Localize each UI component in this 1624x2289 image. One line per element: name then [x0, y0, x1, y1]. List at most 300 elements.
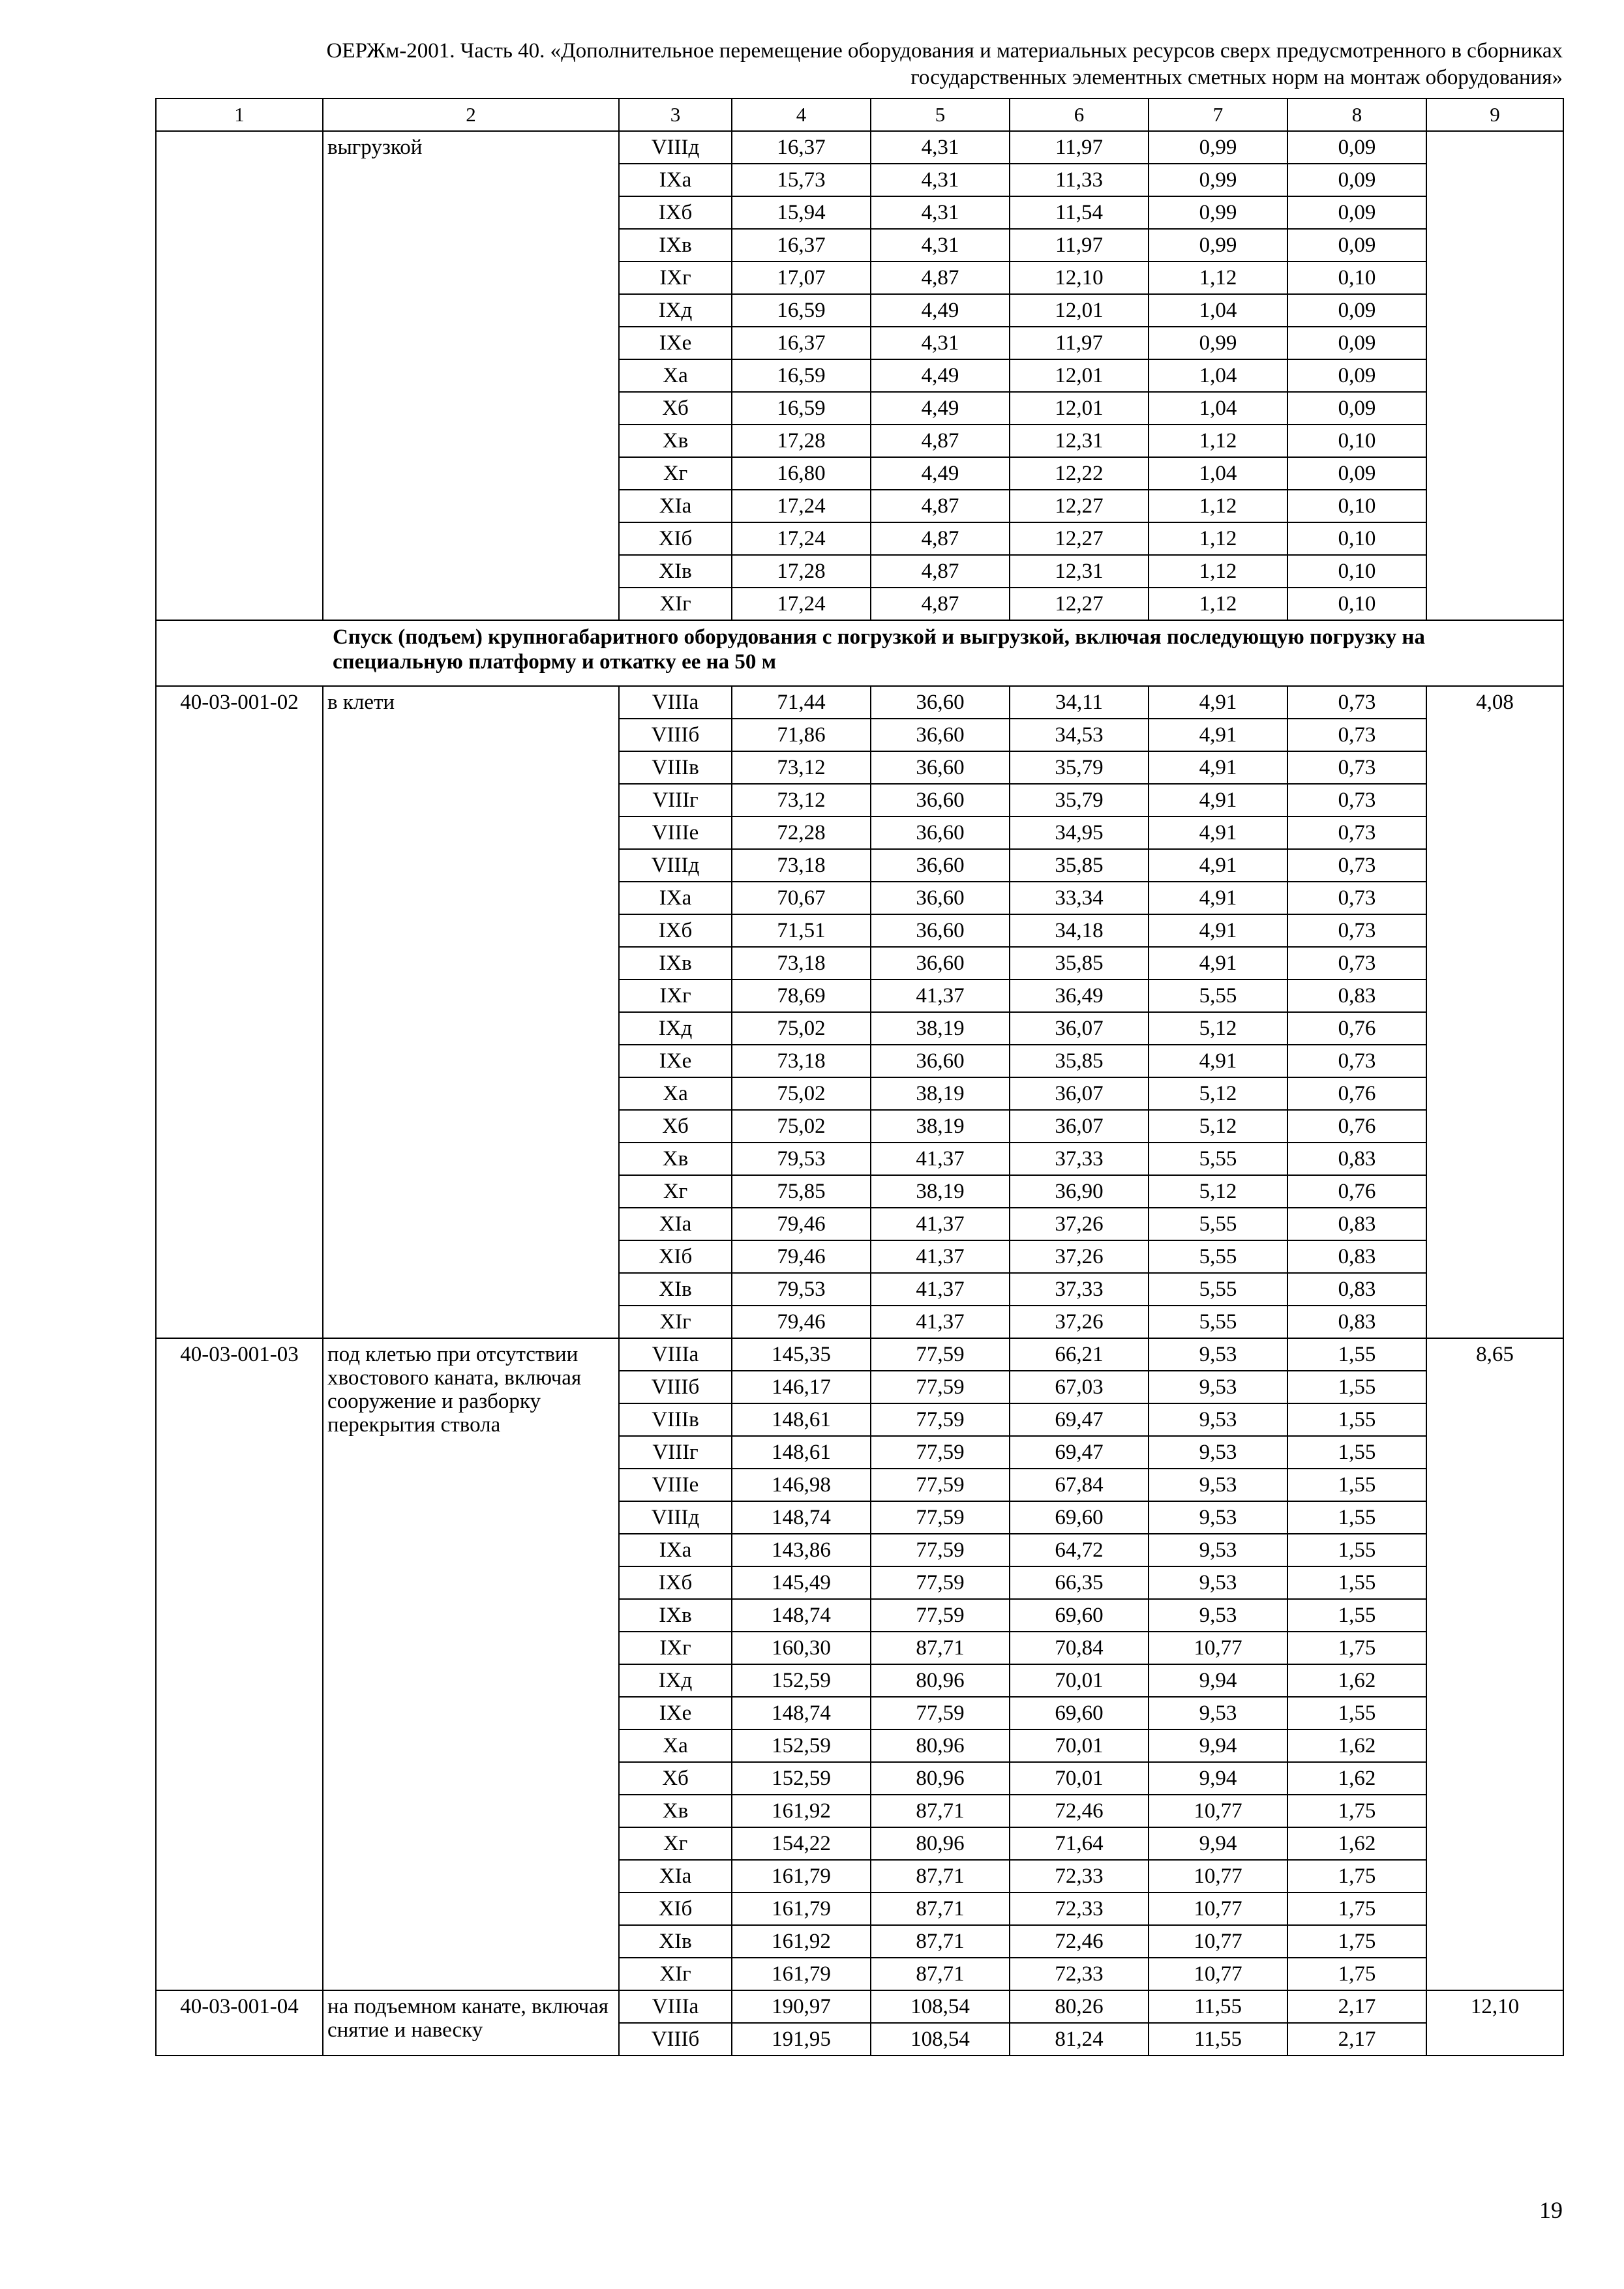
zone-cell: Xг	[619, 1175, 732, 1208]
zone-cell: IXг	[619, 262, 732, 294]
zone-cell: Xа	[619, 359, 732, 392]
value-cell: 15,94	[732, 196, 871, 229]
zone-cell: IXб	[619, 1566, 732, 1599]
value-cell: 10,77	[1149, 1893, 1287, 1925]
value-cell: 72,46	[1010, 1925, 1149, 1958]
value-cell: 0,73	[1287, 784, 1426, 816]
value-cell: 17,24	[732, 522, 871, 555]
value-cell: 12,27	[1010, 588, 1149, 620]
value-cell: 69,60	[1010, 1501, 1149, 1534]
value-cell: 36,60	[871, 686, 1010, 719]
table-body	[156, 98, 1563, 2056]
value-cell: 12,10	[1010, 262, 1149, 294]
value-cell: 152,59	[732, 1729, 871, 1762]
value-cell: 10,77	[1149, 1632, 1287, 1664]
value-cell: 5,12	[1149, 1012, 1287, 1045]
value-cell: 0,09	[1287, 131, 1426, 164]
section-title: Спуск (подъем) крупногабаритного оборудования с погрузкой и выгрузкой, включая последующую погрузку на специальную платформу и откатку ее на 50 м	[156, 620, 1563, 686]
value-cell: 4,31	[871, 327, 1010, 359]
value-cell: 9,94	[1149, 1827, 1287, 1860]
table-row	[156, 1338, 1563, 1371]
zone-cell: XIв	[619, 555, 732, 588]
value-cell: 12,01	[1010, 392, 1149, 425]
value-cell: 9,53	[1149, 1469, 1287, 1501]
value-cell: 41,37	[871, 1306, 1010, 1338]
value-cell: 71,86	[732, 719, 871, 751]
value-cell: 148,61	[732, 1436, 871, 1469]
value-cell: 0,10	[1287, 490, 1426, 522]
value-cell: 4,91	[1149, 784, 1287, 816]
value-cell: 17,24	[732, 490, 871, 522]
value-cell: 161,79	[732, 1958, 871, 1990]
value-cell: 9,53	[1149, 1338, 1287, 1371]
value-cell: 35,85	[1010, 947, 1149, 980]
value-cell: 73,18	[732, 1045, 871, 1077]
value-cell: 4,91	[1149, 849, 1287, 882]
value-cell: 36,49	[1010, 980, 1149, 1012]
value-cell: 77,59	[871, 1566, 1010, 1599]
work-name-cell: в клети	[323, 686, 619, 1338]
value-cell: 0,73	[1287, 882, 1426, 914]
zone-cell: VIIIа	[619, 686, 732, 719]
value-cell: 9,53	[1149, 1436, 1287, 1469]
value-cell: 11,97	[1010, 229, 1149, 262]
column-header: 2	[323, 98, 619, 131]
value-cell: 81,24	[1010, 2023, 1149, 2056]
column-9-cell	[1426, 131, 1563, 620]
zone-cell: Xв	[619, 425, 732, 457]
value-cell: 1,12	[1149, 262, 1287, 294]
column-number-row	[156, 98, 1563, 131]
value-cell: 9,53	[1149, 1534, 1287, 1566]
column-header: 8	[1287, 98, 1426, 131]
zone-cell: XIв	[619, 1925, 732, 1958]
value-cell: 17,28	[732, 555, 871, 588]
value-cell: 35,79	[1010, 784, 1149, 816]
value-cell: 1,62	[1287, 1827, 1426, 1860]
value-cell: 9,53	[1149, 1566, 1287, 1599]
column-9-cell: 12,10	[1426, 1990, 1563, 2056]
zone-cell: Xв	[619, 1795, 732, 1827]
value-cell: 36,60	[871, 914, 1010, 947]
value-cell: 37,26	[1010, 1240, 1149, 1273]
value-cell: 1,12	[1149, 555, 1287, 588]
value-cell: 75,02	[732, 1110, 871, 1143]
value-cell: 36,60	[871, 719, 1010, 751]
value-cell: 0,09	[1287, 196, 1426, 229]
value-cell: 143,86	[732, 1534, 871, 1566]
value-cell: 0,99	[1149, 196, 1287, 229]
value-cell: 67,84	[1010, 1469, 1149, 1501]
value-cell: 16,59	[732, 392, 871, 425]
value-cell: 77,59	[871, 1469, 1010, 1501]
value-cell: 5,55	[1149, 1240, 1287, 1273]
value-cell: 70,01	[1010, 1729, 1149, 1762]
value-cell: 71,51	[732, 914, 871, 947]
zone-cell: Xб	[619, 1110, 732, 1143]
value-cell: 10,77	[1149, 1795, 1287, 1827]
value-cell: 1,75	[1287, 1893, 1426, 1925]
value-cell: 1,75	[1287, 1860, 1426, 1893]
value-cell: 4,91	[1149, 686, 1287, 719]
value-cell: 4,49	[871, 392, 1010, 425]
zone-cell: VIIIд	[619, 131, 732, 164]
value-cell: 72,46	[1010, 1795, 1149, 1827]
zone-cell: XIа	[619, 1860, 732, 1893]
value-cell: 154,22	[732, 1827, 871, 1860]
value-cell: 72,33	[1010, 1860, 1149, 1893]
column-header: 6	[1010, 98, 1149, 131]
value-cell: 1,55	[1287, 1599, 1426, 1632]
value-cell: 1,12	[1149, 588, 1287, 620]
table-row	[156, 131, 1563, 164]
value-cell: 80,96	[871, 1762, 1010, 1795]
norm-code-cell: 40-03-001-03	[156, 1338, 323, 1990]
value-cell: 37,26	[1010, 1306, 1149, 1338]
value-cell: 17,07	[732, 262, 871, 294]
value-cell: 148,74	[732, 1501, 871, 1534]
value-cell: 1,04	[1149, 392, 1287, 425]
norm-code-cell	[156, 131, 323, 620]
column-9-cell: 4,08	[1426, 686, 1563, 1338]
value-cell: 146,17	[732, 1371, 871, 1403]
value-cell: 35,79	[1010, 751, 1149, 784]
value-cell: 0,76	[1287, 1012, 1426, 1045]
value-cell: 75,02	[732, 1012, 871, 1045]
zone-cell: XIа	[619, 1208, 732, 1240]
value-cell: 36,90	[1010, 1175, 1149, 1208]
value-cell: 70,01	[1010, 1762, 1149, 1795]
value-cell: 4,31	[871, 164, 1010, 196]
value-cell: 69,47	[1010, 1403, 1149, 1436]
value-cell: 38,19	[871, 1012, 1010, 1045]
value-cell: 36,60	[871, 1045, 1010, 1077]
value-cell: 0,73	[1287, 1045, 1426, 1077]
value-cell: 5,12	[1149, 1110, 1287, 1143]
table-row	[156, 686, 1563, 719]
value-cell: 1,55	[1287, 1697, 1426, 1729]
value-cell: 0,83	[1287, 1273, 1426, 1306]
zone-cell: VIIIб	[619, 1371, 732, 1403]
value-cell: 36,60	[871, 882, 1010, 914]
value-cell: 77,59	[871, 1697, 1010, 1729]
zone-cell: Xг	[619, 457, 732, 490]
value-cell: 148,74	[732, 1599, 871, 1632]
zone-cell: IXа	[619, 1534, 732, 1566]
value-cell: 161,79	[732, 1893, 871, 1925]
value-cell: 12,27	[1010, 522, 1149, 555]
value-cell: 108,54	[871, 1990, 1010, 2023]
value-cell: 41,37	[871, 1273, 1010, 1306]
value-cell: 1,75	[1287, 1795, 1426, 1827]
value-cell: 12,31	[1010, 425, 1149, 457]
value-cell: 79,53	[732, 1143, 871, 1175]
value-cell: 1,12	[1149, 425, 1287, 457]
value-cell: 70,84	[1010, 1632, 1149, 1664]
zone-cell: VIIIа	[619, 1990, 732, 2023]
value-cell: 34,18	[1010, 914, 1149, 947]
column-header: 4	[732, 98, 871, 131]
value-cell: 16,80	[732, 457, 871, 490]
zone-cell: XIг	[619, 1306, 732, 1338]
value-cell: 0,09	[1287, 294, 1426, 327]
value-cell: 87,71	[871, 1795, 1010, 1827]
value-cell: 0,10	[1287, 522, 1426, 555]
value-cell: 0,73	[1287, 914, 1426, 947]
value-cell: 11,97	[1010, 131, 1149, 164]
value-cell: 4,87	[871, 588, 1010, 620]
value-cell: 5,55	[1149, 1143, 1287, 1175]
zone-cell: VIIIе	[619, 1469, 732, 1501]
zone-cell: VIIIд	[619, 1501, 732, 1534]
value-cell: 0,76	[1287, 1077, 1426, 1110]
value-cell: 87,71	[871, 1925, 1010, 1958]
value-cell: 77,59	[871, 1371, 1010, 1403]
value-cell: 4,49	[871, 457, 1010, 490]
value-cell: 1,55	[1287, 1534, 1426, 1566]
value-cell: 11,54	[1010, 196, 1149, 229]
value-cell: 15,73	[732, 164, 871, 196]
value-cell: 17,24	[732, 588, 871, 620]
value-cell: 77,59	[871, 1534, 1010, 1566]
value-cell: 0,76	[1287, 1175, 1426, 1208]
value-cell: 4,91	[1149, 882, 1287, 914]
value-cell: 80,96	[871, 1827, 1010, 1860]
norms-table	[155, 98, 1564, 2056]
value-cell: 161,92	[732, 1795, 871, 1827]
value-cell: 79,46	[732, 1208, 871, 1240]
value-cell: 36,60	[871, 784, 1010, 816]
value-cell: 72,33	[1010, 1893, 1149, 1925]
value-cell: 152,59	[732, 1664, 871, 1697]
value-cell: 5,12	[1149, 1175, 1287, 1208]
value-cell: 69,47	[1010, 1436, 1149, 1469]
zone-cell: IXа	[619, 164, 732, 196]
value-cell: 146,98	[732, 1469, 871, 1501]
value-cell: 11,33	[1010, 164, 1149, 196]
zone-cell: Xб	[619, 392, 732, 425]
value-cell: 4,91	[1149, 947, 1287, 980]
value-cell: 66,35	[1010, 1566, 1149, 1599]
zone-cell: IXв	[619, 229, 732, 262]
value-cell: 9,53	[1149, 1697, 1287, 1729]
value-cell: 38,19	[871, 1175, 1010, 1208]
value-cell: 0,10	[1287, 555, 1426, 588]
value-cell: 0,73	[1287, 849, 1426, 882]
header-line-2: государственных элементных сметных норм на монтаж оборудования»	[910, 66, 1563, 89]
value-cell: 4,91	[1149, 914, 1287, 947]
value-cell: 0,83	[1287, 1240, 1426, 1273]
zone-cell: VIIIа	[619, 1338, 732, 1371]
value-cell: 9,53	[1149, 1371, 1287, 1403]
value-cell: 36,07	[1010, 1077, 1149, 1110]
norm-code-cell: 40-03-001-02	[156, 686, 323, 1338]
value-cell: 1,04	[1149, 294, 1287, 327]
zone-cell: Xв	[619, 1143, 732, 1175]
zone-cell: VIIIв	[619, 751, 732, 784]
value-cell: 36,60	[871, 751, 1010, 784]
value-cell: 66,21	[1010, 1338, 1149, 1371]
value-cell: 79,46	[732, 1240, 871, 1273]
value-cell: 5,55	[1149, 1273, 1287, 1306]
value-cell: 72,28	[732, 816, 871, 849]
value-cell: 36,60	[871, 816, 1010, 849]
zone-cell: VIIIе	[619, 816, 732, 849]
zone-cell: VIIIв	[619, 1403, 732, 1436]
value-cell: 1,55	[1287, 1566, 1426, 1599]
value-cell: 9,94	[1149, 1762, 1287, 1795]
value-cell: 4,87	[871, 522, 1010, 555]
value-cell: 35,85	[1010, 1045, 1149, 1077]
value-cell: 4,87	[871, 262, 1010, 294]
value-cell: 34,11	[1010, 686, 1149, 719]
value-cell: 4,49	[871, 359, 1010, 392]
value-cell: 4,87	[871, 555, 1010, 588]
value-cell: 9,53	[1149, 1403, 1287, 1436]
value-cell: 17,28	[732, 425, 871, 457]
value-cell: 145,49	[732, 1566, 871, 1599]
value-cell: 70,01	[1010, 1664, 1149, 1697]
value-cell: 80,96	[871, 1729, 1010, 1762]
value-cell: 0,99	[1149, 164, 1287, 196]
value-cell: 1,04	[1149, 359, 1287, 392]
zone-cell: VIIIд	[619, 849, 732, 882]
value-cell: 1,12	[1149, 522, 1287, 555]
value-cell: 5,55	[1149, 1208, 1287, 1240]
value-cell: 1,62	[1287, 1664, 1426, 1697]
value-cell: 73,12	[732, 784, 871, 816]
value-cell: 1,55	[1287, 1371, 1426, 1403]
zone-cell: IXг	[619, 980, 732, 1012]
value-cell: 0,83	[1287, 1208, 1426, 1240]
value-cell: 11,97	[1010, 327, 1149, 359]
value-cell: 11,55	[1149, 1990, 1287, 2023]
value-cell: 16,59	[732, 359, 871, 392]
value-cell: 87,71	[871, 1632, 1010, 1664]
value-cell: 9,94	[1149, 1729, 1287, 1762]
value-cell: 1,55	[1287, 1338, 1426, 1371]
zone-cell: IXг	[619, 1632, 732, 1664]
value-cell: 1,04	[1149, 457, 1287, 490]
value-cell: 12,27	[1010, 490, 1149, 522]
value-cell: 0,83	[1287, 1143, 1426, 1175]
zone-cell: VIIIб	[619, 2023, 732, 2056]
value-cell: 4,87	[871, 425, 1010, 457]
value-cell: 34,95	[1010, 816, 1149, 849]
value-cell: 5,12	[1149, 1077, 1287, 1110]
value-cell: 0,73	[1287, 947, 1426, 980]
zone-cell: VIIIг	[619, 784, 732, 816]
zone-cell: IXб	[619, 196, 732, 229]
value-cell: 9,53	[1149, 1599, 1287, 1632]
zone-cell: IXд	[619, 1012, 732, 1045]
value-cell: 41,37	[871, 1143, 1010, 1175]
zone-cell: IXд	[619, 294, 732, 327]
value-cell: 77,59	[871, 1501, 1010, 1534]
value-cell: 80,96	[871, 1664, 1010, 1697]
zone-cell: XIб	[619, 522, 732, 555]
value-cell: 70,67	[732, 882, 871, 914]
zone-cell: XIб	[619, 1893, 732, 1925]
work-name-cell: выгрузкой	[323, 131, 619, 620]
value-cell: 75,02	[732, 1077, 871, 1110]
value-cell: 1,55	[1287, 1403, 1426, 1436]
value-cell: 80,26	[1010, 1990, 1149, 2023]
value-cell: 87,71	[871, 1860, 1010, 1893]
zone-cell: XIг	[619, 1958, 732, 1990]
value-cell: 160,30	[732, 1632, 871, 1664]
value-cell: 0,09	[1287, 457, 1426, 490]
value-cell: 37,33	[1010, 1143, 1149, 1175]
zone-cell: Xа	[619, 1077, 732, 1110]
value-cell: 0,73	[1287, 686, 1426, 719]
value-cell: 161,79	[732, 1860, 871, 1893]
page-number: 19	[1539, 2197, 1563, 2223]
value-cell: 0,09	[1287, 229, 1426, 262]
value-cell: 72,33	[1010, 1958, 1149, 1990]
column-header: 9	[1426, 98, 1563, 131]
zone-cell: Xб	[619, 1762, 732, 1795]
value-cell: 73,18	[732, 849, 871, 882]
value-cell: 9,53	[1149, 1501, 1287, 1534]
value-cell: 1,75	[1287, 1925, 1426, 1958]
value-cell: 4,31	[871, 229, 1010, 262]
value-cell: 41,37	[871, 1240, 1010, 1273]
header-line-1: ОЕРЖм-2001. Часть 40. «Дополнительное перемещение оборудования и материальных ресурсов сверх предусмотренного в сборниках	[326, 39, 1563, 63]
value-cell: 12,01	[1010, 294, 1149, 327]
value-cell: 79,46	[732, 1306, 871, 1338]
value-cell: 33,34	[1010, 882, 1149, 914]
value-cell: 75,85	[732, 1175, 871, 1208]
value-cell: 1,55	[1287, 1501, 1426, 1534]
value-cell: 73,12	[732, 751, 871, 784]
value-cell: 36,60	[871, 947, 1010, 980]
work-name-cell: под клетью при отсутствии хвостового каната, включая сооружение и разборку перекрытия ствола	[323, 1338, 619, 1990]
value-cell: 38,19	[871, 1077, 1010, 1110]
value-cell: 37,26	[1010, 1208, 1149, 1240]
value-cell: 16,37	[732, 327, 871, 359]
value-cell: 0,10	[1287, 425, 1426, 457]
zone-cell: IXе	[619, 1045, 732, 1077]
value-cell: 87,71	[871, 1958, 1010, 1990]
value-cell: 148,74	[732, 1697, 871, 1729]
value-cell: 41,37	[871, 980, 1010, 1012]
value-cell: 152,59	[732, 1762, 871, 1795]
value-cell: 10,77	[1149, 1925, 1287, 1958]
value-cell: 0,83	[1287, 980, 1426, 1012]
value-cell: 4,91	[1149, 719, 1287, 751]
value-cell: 1,12	[1149, 490, 1287, 522]
zone-cell: VIIIб	[619, 719, 732, 751]
zone-cell: XIа	[619, 490, 732, 522]
zone-cell: IXб	[619, 914, 732, 947]
value-cell: 12,01	[1010, 359, 1149, 392]
zone-cell: IXд	[619, 1664, 732, 1697]
zone-cell: IXа	[619, 882, 732, 914]
value-cell: 0,73	[1287, 816, 1426, 849]
value-cell: 67,03	[1010, 1371, 1149, 1403]
value-cell: 190,97	[732, 1990, 871, 2023]
value-cell: 16,59	[732, 294, 871, 327]
value-cell: 5,55	[1149, 1306, 1287, 1338]
value-cell: 4,87	[871, 490, 1010, 522]
value-cell: 1,62	[1287, 1762, 1426, 1795]
zone-cell: XIб	[619, 1240, 732, 1273]
table-row	[156, 1990, 1563, 2023]
value-cell: 1,75	[1287, 1632, 1426, 1664]
value-cell: 1,75	[1287, 1958, 1426, 1990]
value-cell: 0,83	[1287, 1306, 1426, 1338]
